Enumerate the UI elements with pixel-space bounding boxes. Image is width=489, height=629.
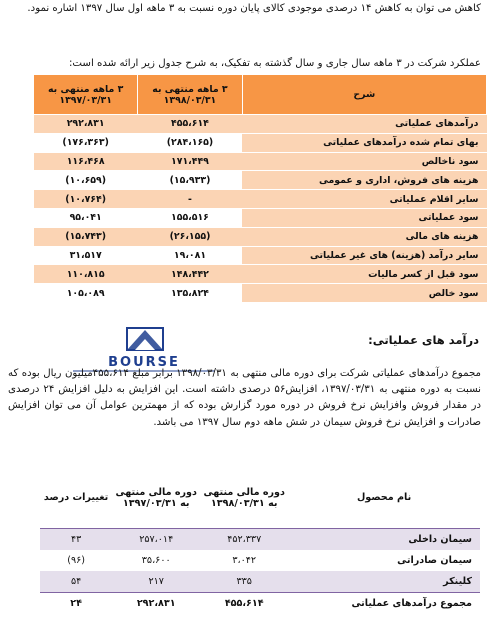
logo-text: BOURSE (108, 355, 180, 370)
table2-cell-previous: ۲۵۷،۰۱۴ (112, 528, 200, 550)
table1-row (34, 265, 487, 284)
table2-row (40, 592, 480, 614)
table2-cell-product: مجموع درآمدهای عملیاتی (288, 592, 480, 614)
table2-cell-product: سیمان صادراتی (397, 554, 472, 566)
table2-row (40, 550, 480, 571)
table1-cell-current: (۱۵،۹۳۳) (138, 171, 242, 190)
revenue-table (40, 468, 480, 614)
table1-row (34, 246, 487, 265)
table1-row (34, 190, 487, 209)
table1-row (34, 227, 487, 246)
table1-cell-current: ۱۷۱،۴۴۹ (138, 152, 242, 171)
table1-cell-current: ۴۵۵،۶۱۴ (138, 115, 242, 134)
table1-cell-previous: ۲۹۲،۸۳۱ (34, 115, 138, 134)
table1-cell-current: (۲۶،۱۵۵) (138, 227, 242, 246)
table2-cell-current: ۳،۰۴۲ (232, 554, 257, 566)
table1-cell-current: (۲۸۴،۱۶۵) (138, 133, 242, 152)
table1-cell-label: سود ناخالص (242, 152, 486, 171)
table1-cell-previous: ۹۵،۰۴۱ (34, 208, 138, 227)
table1-header-current: ۳ ماهه منتهی به ۱۳۹۸/۰۳/۳۱ (138, 75, 242, 115)
table2-cell-current: ۴۵۲،۳۳۷ (200, 528, 288, 550)
table1-cell-label: سایر درآمد (هزینه) های غیر عملیاتی (242, 246, 486, 265)
table1-header-previous: ۳ ماهه منتهی به ۱۳۹۷/۰۳/۳۱ (34, 75, 138, 115)
body-paragraph: مجموع درآمدهای عملیاتی شرکت برای دوره مالی منتهی به ۱۳۹۸/۰۳/۳۱ برابر مبلغ ۴۵۵،۶۱۴میلیون ریال بوده که نسبت به دوره منتهی به ۱۳۹۷/۰۳/۳۱، افزایش۵۶ درصدی داشته است. این افزایش به دلیل افزایش ۲۴ درصدی در مقدار فروش وافزایش نرخ فروش در دوره مورد گزارش بوده که از مهمترین عوامل آن می توان افزایش صادرات و افزایش نرخ فروش سیمان در شش ماهه دوم سال ۱۳۹۷ می باشد. (8, 368, 481, 428)
table1-cell-current: ۱۵۵،۵۱۶ (138, 208, 242, 227)
table2-row (40, 571, 480, 593)
table2-cell-change: ۲۴ (40, 592, 112, 614)
table2-cell-current: ۳۳۵ (200, 571, 288, 593)
table1-cell-label: سایر اقلام عملیاتی (242, 190, 486, 209)
table1-cell-current: - (138, 190, 242, 209)
table2-cell-change: ۵۴ (40, 571, 112, 593)
table1-row (34, 152, 487, 171)
table2-cell-previous: ۲۹۲،۸۳۱ (112, 592, 200, 614)
table2-cell-change: (۹۶) (67, 554, 86, 566)
table2-header-product: نام محصول (288, 468, 480, 528)
table1-cell-current: ۱۹،۰۸۱ (138, 246, 242, 265)
table1-cell-current: ۱۴۸،۴۴۲ (138, 265, 242, 284)
table1-cell-label: درآمدهای عملیاتی (242, 115, 486, 134)
table1-cell-previous: ۱۱۶،۴۶۸ (34, 152, 138, 171)
table1-cell-previous: (۱۰،۷۶۴) (34, 190, 138, 209)
table2-cell-current: ۴۵۵،۶۱۴ (200, 592, 288, 614)
table1-cell-label: سود خالص (242, 284, 486, 303)
table1-cell-label: سود عملیاتی (242, 208, 486, 227)
intro-paragraph: عملکرد شرکت در ۳ ماهه سال جاری و سال گذشته به تفکیک، به شرح جدول زیر ارائه شده است: (68, 58, 481, 69)
table1-cell-previous: (۱۰،۶۵۹) (34, 171, 138, 190)
table2-header-previous: دوره مالی منتهی به ۱۳۹۷/۰۳/۳۱ (112, 468, 200, 528)
table1-cell-label: هزینه های مالی (242, 227, 486, 246)
table2-row (40, 528, 480, 550)
table1-cell-previous: (۱۵،۷۴۳) (34, 227, 138, 246)
table2-cell-product: کلینکر (288, 571, 480, 593)
table1-row (34, 171, 487, 190)
table2-cell-previous: ۲۱۷ (112, 571, 200, 593)
table1-cell-label: هزینه های فروش، اداری و عمومی (242, 171, 486, 190)
table1-row (34, 284, 487, 303)
table1-cell-label: سود قبل از کسر مالیات (242, 265, 486, 284)
table1-row (34, 208, 487, 227)
table1-cell-previous: (۱۷۶،۳۶۳) (34, 133, 138, 152)
table1-cell-label: بهای تمام شده درآمدهای عملیاتی (242, 133, 486, 152)
table2-cell-product: سیمان داخلی (288, 528, 480, 550)
table1-cell-previous: ۳۱،۵۱۷ (34, 246, 138, 265)
table1-row (34, 115, 487, 134)
top-paragraph: کاهش می توان به کاهش ۱۴ درصدی موجودی کالای پایان دوره نسبت به ۳ ماهه اول سال ۱۳۹۷ اشاره نمود. (27, 3, 481, 14)
performance-table (33, 74, 487, 303)
table1-cell-previous: ۱۰۵،۰۸۹ (34, 284, 138, 303)
table2-header-current: دوره مالی منتهی به ۱۳۹۸/۰۳/۳۱ (200, 468, 288, 528)
table1-row (34, 133, 487, 152)
table2-header-change: تغییرات درصد (40, 468, 112, 528)
table1-cell-current: ۱۳۵،۸۲۴ (138, 284, 242, 303)
table1-cell-previous: ۱۱۰،۸۱۵ (34, 265, 138, 284)
table2-cell-previous: ۳۵،۶۰۰ (141, 554, 171, 566)
table2-cell-change: ۴۳ (40, 528, 112, 550)
table1-header-label: شرح (242, 75, 486, 115)
section-heading: درآمد های عملیاتی: (368, 333, 479, 347)
